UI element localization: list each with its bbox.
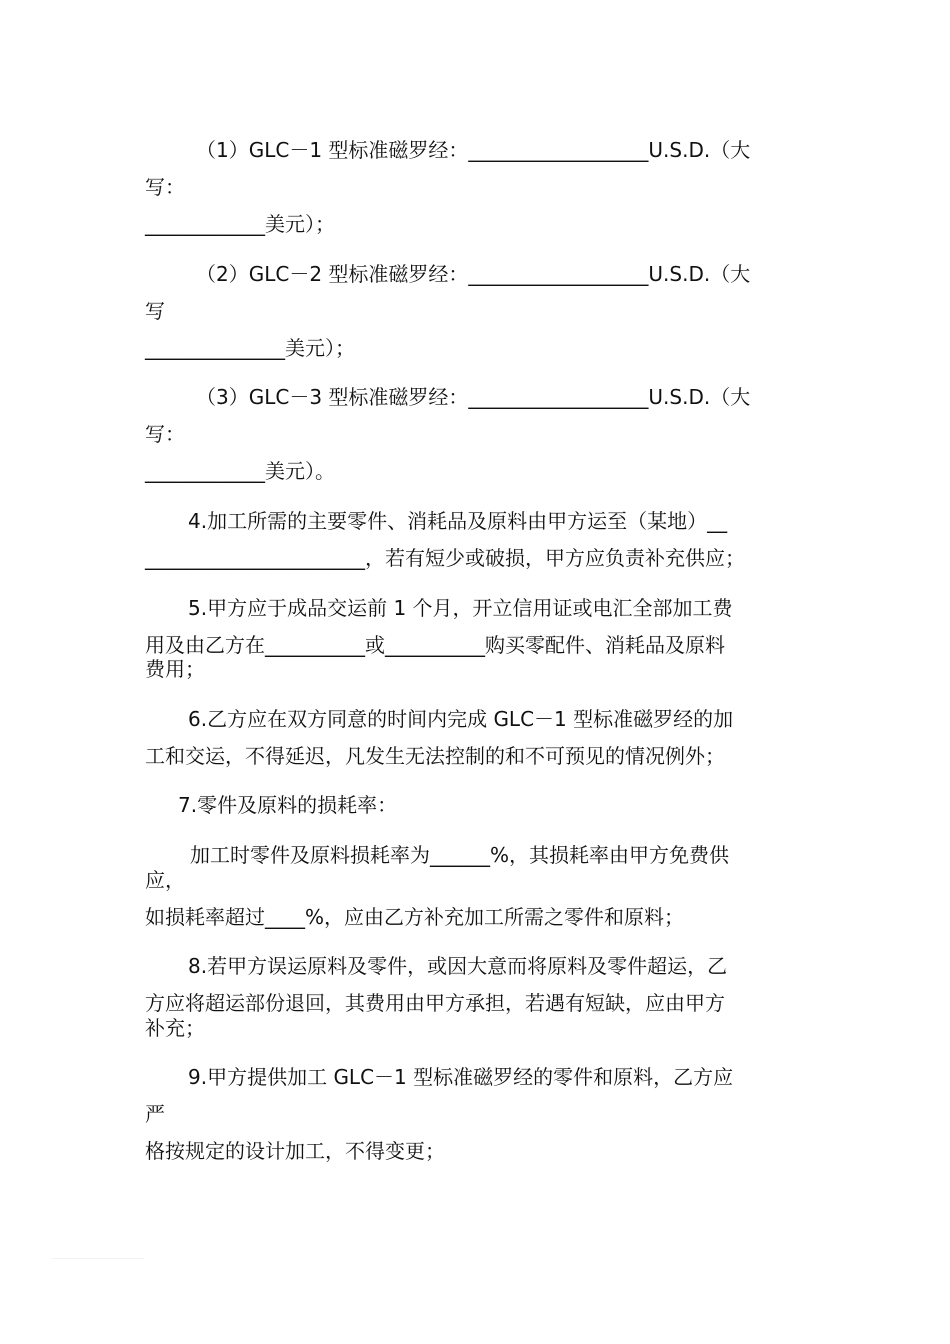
- item-2-amount-line: ______________美元）；: [145, 336, 355, 360]
- clause-6-line-1: 6.乙方应在双方同意的时间内完成 GLC－1 型标准磁罗经的加: [188, 707, 734, 731]
- clause-4-line-1: 4.加工所需的主要零件、消耗品及原料由甲方运至（某地）__: [188, 509, 728, 533]
- clause-5-line-1: 5.甲方应于成品交运前 1 个月，开立信用证或电汇全部加工费: [188, 596, 733, 620]
- clause-8-line-2: 方应将超运部份退回，其费用由甲方承担，若遇有短缺，应由甲方: [145, 991, 725, 1015]
- clause-9-line-2: 严: [145, 1102, 165, 1126]
- clause-7-line-3: 如损耗率超过____%，应由乙方补充加工所需之零件和原料；: [145, 905, 685, 929]
- clause-7-line-2: 应，: [145, 868, 185, 892]
- clause-9-line-3: 格按规定的设计加工，不得变更；: [145, 1139, 445, 1163]
- item-1-capital-label: 写：: [145, 175, 185, 199]
- clause-7-line-1: 加工时零件及原料损耗率为______%，其损耗率由甲方免费供: [190, 843, 730, 867]
- clause-9-line-1: 9.甲方提供加工 GLC－1 型标准磁罗经的零件和原料，乙方应: [188, 1065, 734, 1089]
- item-3-capital-label: 写：: [145, 422, 185, 446]
- clause-6-line-2: 工和交运，不得延迟，凡发生无法控制的和不可预见的情况例外；: [145, 744, 725, 768]
- clause-5-line-2: 用及由乙方在__________或__________购买零配件、消耗品及原料: [145, 633, 725, 657]
- item-2-capital-label: 写: [145, 299, 165, 323]
- item-2-price-line: （2）GLC－2 型标准磁罗经：__________________U.S.D.（大: [196, 262, 751, 286]
- item-1-amount-line: ____________美元）；: [145, 212, 335, 236]
- clause-5-line-3: 费用；: [145, 657, 205, 681]
- clause-4-line-2: ______________________，若有短少或破损，甲方应负责补充供应；: [145, 546, 745, 570]
- clause-8-line-1: 8.若甲方误运原料及零件，或因大意而将原料及零件超运，乙: [188, 954, 728, 978]
- item-3-amount-line: ____________美元）。: [145, 459, 335, 483]
- footer-divider: [52, 1258, 144, 1259]
- item-1-price-line: （1）GLC－1 型标准磁罗经：__________________U.S.D.（大: [196, 138, 751, 162]
- item-3-price-line: （3）GLC－3 型标准磁罗经：__________________U.S.D.（大: [196, 385, 751, 409]
- clause-8-line-3: 补充；: [145, 1016, 205, 1040]
- clause-7-heading: 7.零件及原料的损耗率：: [178, 793, 398, 817]
